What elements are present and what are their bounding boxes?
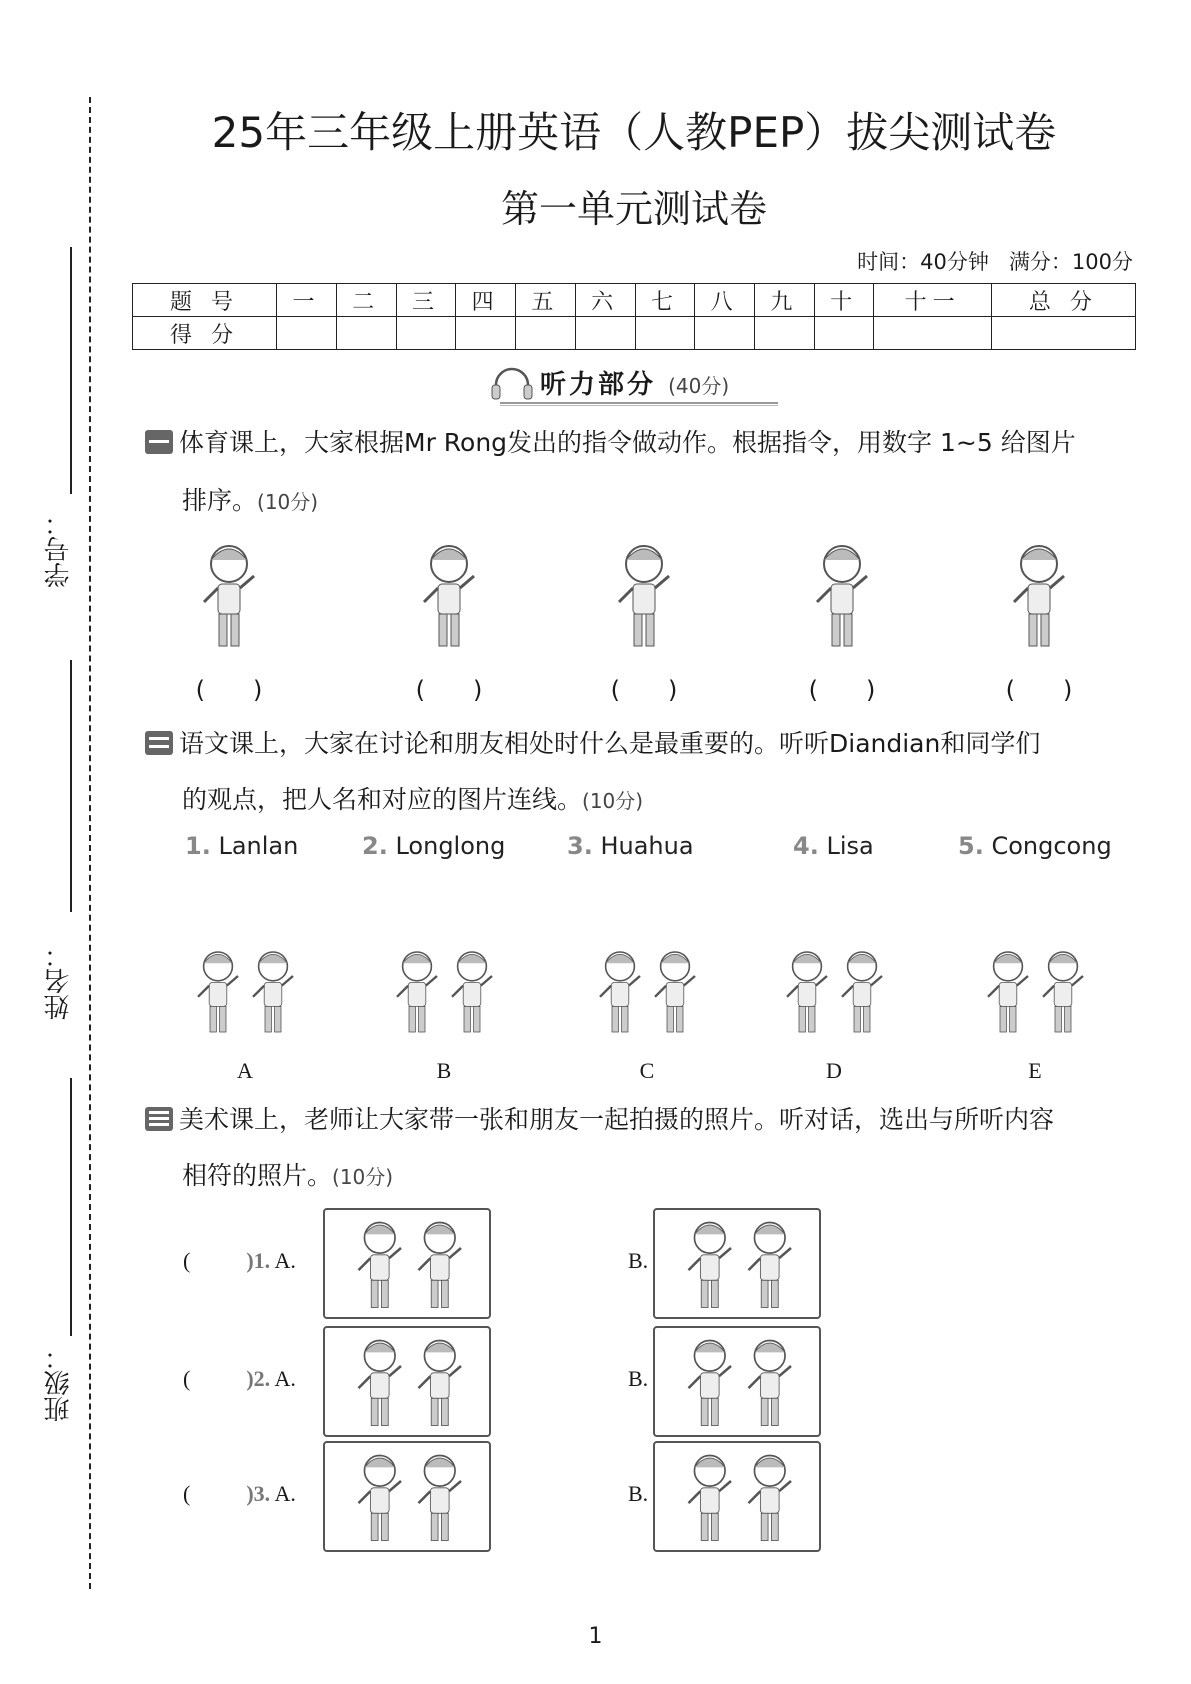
- photo-option-b[interactable]: [653, 1441, 821, 1552]
- header-cell: 十: [814, 284, 874, 317]
- name-line: [70, 660, 72, 912]
- row-label: 得 分: [133, 317, 277, 350]
- score-cell[interactable]: [336, 317, 396, 350]
- header-cell: 题 号: [133, 284, 277, 317]
- header-cell: 九: [754, 284, 814, 317]
- student-name[interactable]: 5. Congcong: [958, 832, 1112, 860]
- question-2-line2: 的观点，把人名和对应的图片连线。(10分): [182, 785, 644, 814]
- picture-letter: A: [237, 1058, 253, 1083]
- header-cell: 三: [396, 284, 456, 317]
- matching-picture[interactable]: [960, 939, 1110, 1047]
- answer-blank[interactable]: ( )1. A.: [183, 1248, 296, 1273]
- question-3-line1: 美术课上，老师让大家带一张和朋友一起拍摄的照片。听对话，选出与所听内容: [145, 1105, 1054, 1135]
- binding-dashed-line: [89, 97, 91, 1589]
- header-cell: 二: [336, 284, 396, 317]
- student-id-line: [70, 247, 72, 494]
- headphones-icon: [490, 367, 534, 403]
- option-b-label: B.: [628, 1248, 649, 1273]
- header-cell: 七: [635, 284, 695, 317]
- question-1-line1: 体育课上，大家根据Mr Rong发出的指令做动作。根据指令，用数字 1~5 给图片: [145, 428, 1076, 458]
- number-one-icon: [145, 430, 173, 454]
- page-subtitle: 第一单元测试卷: [500, 187, 767, 231]
- action-picture: [1004, 536, 1074, 654]
- order-answer-blank[interactable]: ( ): [610, 676, 678, 704]
- header-cell: 四: [456, 284, 516, 317]
- class-line: [70, 1078, 72, 1336]
- picture-letter: C: [639, 1058, 655, 1083]
- header-cell: 五: [516, 284, 576, 317]
- header-cell: 一: [277, 284, 337, 317]
- photo-option-a[interactable]: [323, 1326, 491, 1437]
- matching-picture[interactable]: [369, 939, 519, 1047]
- score-cell[interactable]: [277, 317, 337, 350]
- action-picture: [609, 536, 679, 654]
- action-picture: [807, 536, 877, 654]
- matching-picture[interactable]: [759, 939, 909, 1047]
- time-limit: 时间：40分钟: [857, 250, 989, 274]
- action-picture: [414, 536, 484, 654]
- student-id-label: 学号：: [44, 510, 74, 588]
- listening-section-title: 听力部分 (40分): [540, 370, 730, 400]
- number-two-icon: [145, 731, 173, 755]
- table-row: [133, 317, 1136, 350]
- order-answer-blank[interactable]: ( ): [1005, 676, 1073, 704]
- score-cell[interactable]: [695, 317, 755, 350]
- header-cell: 总 分: [991, 284, 1135, 317]
- score-table: [132, 283, 1136, 350]
- picture-letter: B: [436, 1058, 452, 1083]
- student-name[interactable]: 3. Huahua: [567, 832, 694, 860]
- header-cell: 八: [695, 284, 755, 317]
- divider: [500, 402, 778, 406]
- matching-picture[interactable]: [170, 939, 320, 1047]
- question-1-line2: 排序。(10分): [182, 486, 319, 515]
- answer-blank[interactable]: ( )3. A.: [183, 1481, 296, 1506]
- matching-picture[interactable]: [572, 939, 722, 1047]
- student-name[interactable]: 4. Lisa: [793, 832, 874, 860]
- photo-option-b[interactable]: [653, 1208, 821, 1319]
- class-label: 班级：: [44, 1344, 74, 1422]
- score-cell[interactable]: [456, 317, 516, 350]
- score-cell[interactable]: [396, 317, 456, 350]
- header-cell: 六: [575, 284, 635, 317]
- answer-blank[interactable]: ( )2. A.: [183, 1366, 296, 1391]
- picture-letter: D: [826, 1058, 842, 1083]
- number-three-icon: [145, 1107, 173, 1131]
- photo-option-a[interactable]: [323, 1441, 491, 1552]
- full-score: 满分：100分: [1008, 250, 1133, 274]
- action-picture: [194, 536, 264, 654]
- table-row: [133, 284, 1136, 317]
- photo-option-b[interactable]: [653, 1326, 821, 1437]
- student-name[interactable]: 2. Longlong: [362, 832, 506, 860]
- score-cell[interactable]: [575, 317, 635, 350]
- option-b-label: B.: [628, 1366, 649, 1391]
- photo-option-a[interactable]: [323, 1208, 491, 1319]
- score-cell[interactable]: [991, 317, 1135, 350]
- option-b-label: B.: [628, 1481, 649, 1506]
- exam-meta: [857, 246, 1133, 276]
- page-number: 1: [588, 1624, 603, 1649]
- order-answer-blank[interactable]: ( ): [808, 676, 876, 704]
- score-cell[interactable]: [874, 317, 991, 350]
- order-answer-blank[interactable]: ( ): [195, 676, 263, 704]
- name-label: 姓名：: [44, 942, 74, 1020]
- page-title: 25年三年级上册英语（人教PEP）拔尖测试卷: [211, 108, 1057, 157]
- header-cell: 十一: [874, 284, 991, 317]
- question-2-line1: 语文课上，大家在讨论和朋友相处时什么是最重要的。听听Diandian和同学们: [145, 729, 1040, 759]
- score-cell[interactable]: [754, 317, 814, 350]
- score-cell[interactable]: [516, 317, 576, 350]
- order-answer-blank[interactable]: ( ): [415, 676, 483, 704]
- score-cell[interactable]: [814, 317, 874, 350]
- score-cell[interactable]: [635, 317, 695, 350]
- question-3-line2: 相符的照片。(10分): [182, 1161, 394, 1190]
- picture-letter: E: [1028, 1058, 1042, 1083]
- student-name[interactable]: 1. Lanlan: [185, 832, 299, 860]
